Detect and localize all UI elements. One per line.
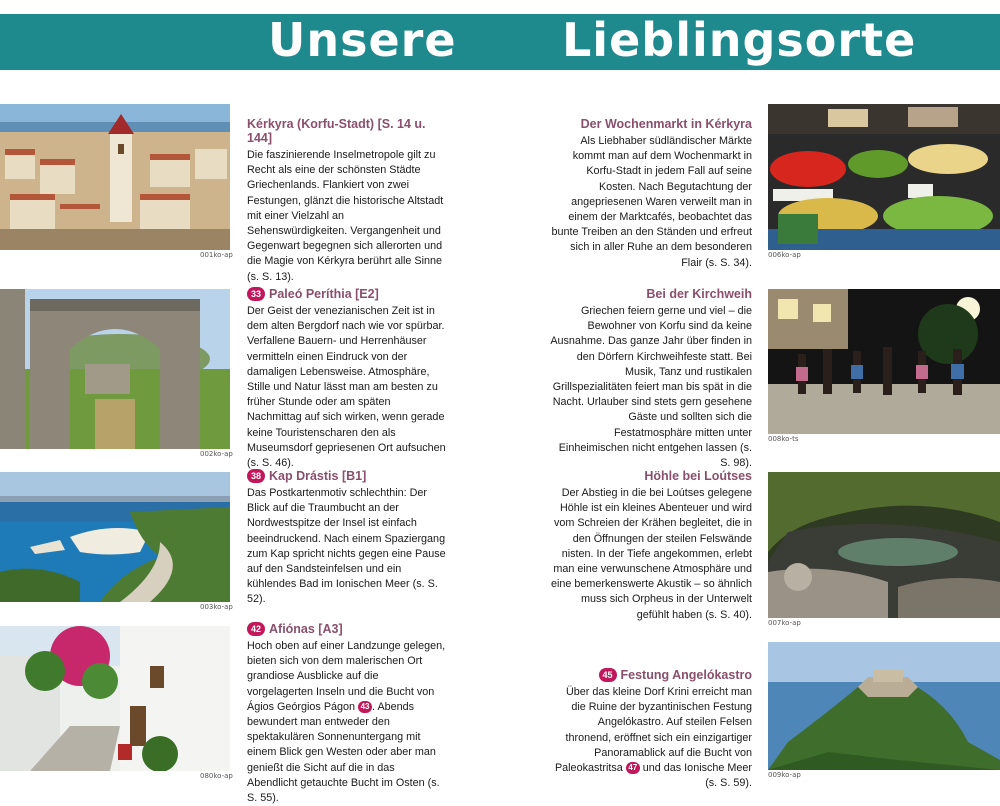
photo-credit: 002ko-ap	[200, 450, 233, 458]
photo-wochenmarkt	[768, 104, 1000, 250]
entry-kirchweih	[550, 287, 752, 471]
page-title-left: Unsere	[268, 13, 457, 67]
entry-title: Festung Angelókastro	[620, 668, 752, 682]
photo-afionas	[0, 626, 230, 771]
photo-credit: 007ko-ap	[768, 619, 801, 627]
entry-text: Die faszinierende Inselmetropole gilt zu Recht als eine der schönsten Städte Griechenlands. Flankiert von zwei Festungen, glänzt die historische Altstadt mit einer Vielzahl an Sehenswürdigkeiten. Vergangenheit und Gegenwart begegnen sich allerorten und die Magie von Kérkyra berührt alle Sinne (s. S. 13).	[247, 149, 444, 283]
entry-text: Griechen feiern gerne und viel – die Bewohner von Korfu sind da keine Ausnahme. Das ganze Jahr über finden in den Dörfern Kirchweihfeste statt. Bei Musik, Tanz und rustikalen Grillspezialitäten feiert man bis spät in die Nacht. Urlauber sind stets gern gesehene Gäste und sollten sich die Festatmosphäre mitten unter Einheimischen nicht entgehen lassen (s. S. 98).	[550, 305, 752, 470]
inline-map-badge: 43	[358, 701, 372, 713]
entry-text: Der Geist der venezianischen Zeit ist in dem alten Bergdorf nach wie vor spürbar. Verfallene Bauern- und Herrenhäuser vermitteln einen Eindruck von der damaligen Lebensweise. Atmosphäre, Stille und Natur lässt man am besten zu früher Stunde oder am späten Nachmittag auf sich wirken, wenn gerade keine Touristenscharen den als Museumsdorf gepriesenen Ort aufsuchen (s. S. 46).	[247, 305, 446, 470]
map-number-badge: 33	[247, 287, 265, 301]
entry-angelokastro	[550, 668, 752, 791]
photo-credit: 009ko-ap	[768, 771, 801, 779]
entry-title: Paleó Períthia [E2]	[269, 287, 379, 301]
entry-text: Das Postkartenmotiv schlechthin: Der Blick auf die Traumbucht an der Nordwestspitze der Insel ist einfach beeindruckend. Nach einem Spaziergang zum Kap spricht nichts gegen eine Pause auf den Sandsteinfelsen und ein kühlendes Bad im Ionischen Meer (s. S. 52).	[247, 487, 446, 606]
entry-wochenmarkt	[550, 117, 752, 271]
photo-hoehle	[768, 472, 1000, 618]
entry-kap-drastis	[247, 469, 447, 608]
photo-credit: 008ko-ts	[768, 435, 799, 443]
entry-kerkyra	[247, 117, 447, 285]
photo-paleo-perithia	[0, 289, 230, 449]
entry-title: Der Wochenmarkt in Kérkyra	[580, 117, 752, 131]
entry-text: Als Liebhaber südländischer Märkte kommt man auf dem Wochenmarkt in Korfu-Stadt in jedem Fall auf seine Kosten. Nach Begutachtung der angepriesenen Waren verweilt man in einem der Marktcafés, beobachtet das bunte Treiben an den Ständen und erfreut sich in aller Ruhe an dem besonderen Flair (s. S. 34).	[551, 135, 752, 269]
entry-text: Hoch oben auf einer Landzunge gelegen, bieten sich von dem malerischen Ort grandiose Ausblicke auf die vorgelagerten Inseln und die Bucht von Ágios Geórgios Págon 43 . Abends bewundert man entweder den spektakulären Sonnenuntergang mit einem Blick gen Westen oder aber man genießt die Sicht auf die in das Abendlicht getauchte Bucht im Osten (s. S. 55).	[247, 640, 446, 805]
photo-angelokastro	[768, 642, 1000, 770]
entry-title: Kérkyra (Korfu-Stadt) [S. 14 u. 144]	[247, 117, 426, 145]
photo-credit: 003ko-ap	[200, 603, 233, 611]
entry-hoehle	[550, 469, 752, 623]
map-number-badge: 45	[599, 668, 617, 682]
entry-title: Afiónas [A3]	[269, 622, 343, 636]
photo-kap-drastis	[0, 472, 230, 602]
photo-kirchweih	[768, 289, 1000, 434]
entry-paleo-perithia	[247, 287, 447, 471]
photo-credit: 006ko-ap	[768, 251, 801, 259]
entry-text: Über das kleine Dorf Krini erreicht man die Ruine der byzantinischen Festung Angelókastro. Auf steilen Felsen thronend, eröffnet sich ein einzigartiger Panoramablick auf die Bucht von Paleokastritsa 47 und das Ionische Meer (s. S. 59).	[554, 686, 752, 790]
title-banner	[0, 14, 1000, 70]
photo-kerkyra	[0, 104, 230, 250]
photo-credit: 001ko-ap	[200, 251, 233, 259]
entry-title: Höhle bei Loútses	[644, 469, 752, 483]
page-title-right: Lieblingsorte	[562, 13, 917, 67]
entry-title: Kap Drástis [B1]	[269, 469, 367, 483]
map-number-badge: 38	[247, 469, 265, 483]
entry-title: Bei der Kirchweih	[646, 287, 752, 301]
map-number-badge: 42	[247, 622, 265, 636]
entry-text: Der Abstieg in die bei Loútses gelegene Höhle ist ein kleines Abenteuer und wird vom Schreien der Krähen begleitet, die in den Öffnungen der steilen Felswände nisten. In der Tiefe angekommen, erlebt man eine verwunschene Atmosphäre und eine bemerkenswerte Akustik – so ähnlich muss sich Orpheus in der Unterwelt gefühlt haben (s. S. 40).	[550, 487, 752, 621]
entry-afionas	[247, 622, 447, 806]
photo-credit: 080ko-ap	[200, 772, 233, 780]
inline-map-badge: 47	[626, 762, 640, 774]
